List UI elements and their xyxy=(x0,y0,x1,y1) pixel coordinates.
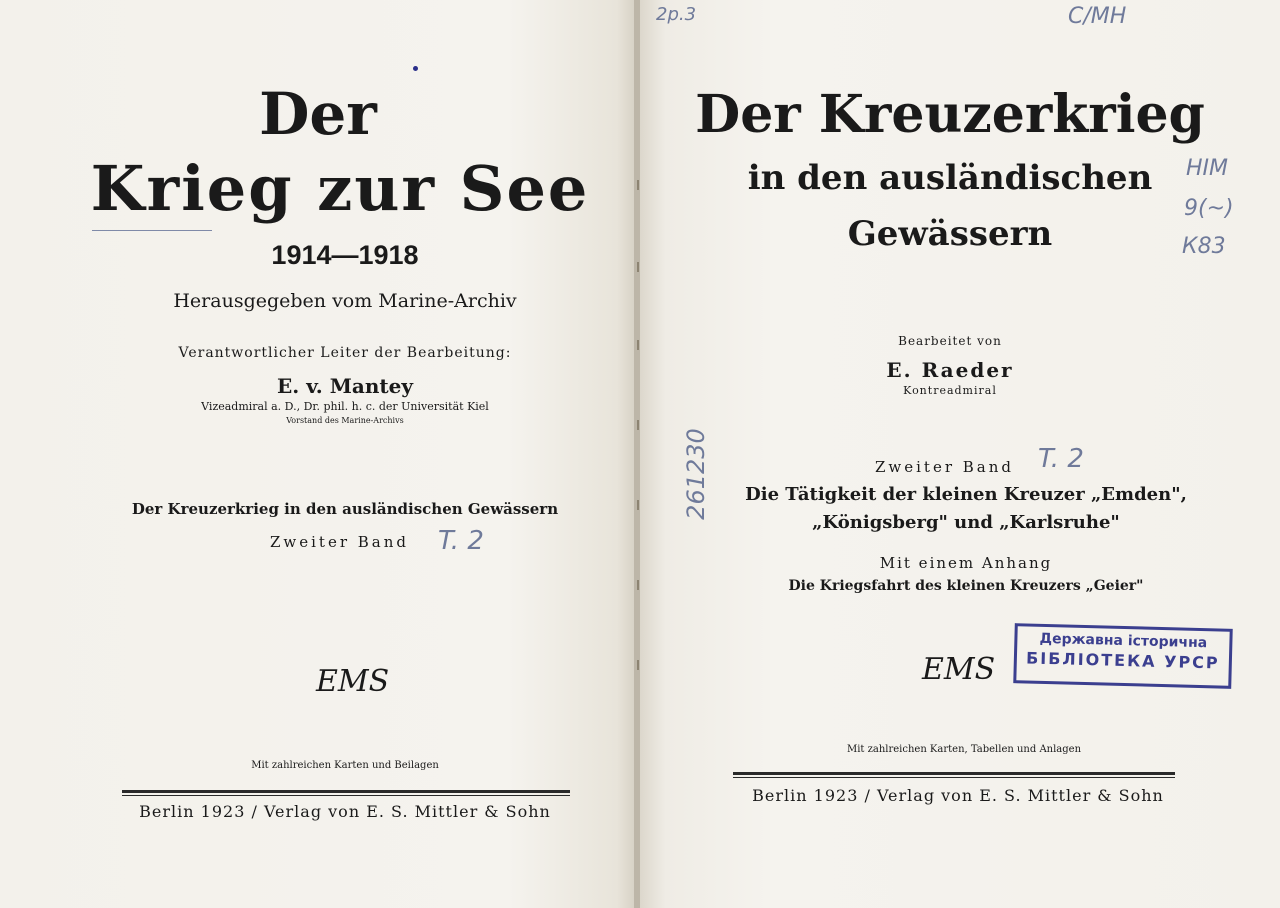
left-years: 1914—1918 xyxy=(271,240,419,270)
left-series-title: Der Kreuzerkrieg in den ausländischen Gewässern xyxy=(131,500,559,518)
stitch xyxy=(637,500,639,510)
stitch xyxy=(637,420,639,430)
handwritten-note-top: 2р.3 xyxy=(656,4,697,25)
pencil-underline xyxy=(92,230,212,231)
stitch xyxy=(637,262,639,272)
handwritten-call-number-1: НІМ xyxy=(1186,156,1229,181)
left-editor-role: Vorstand des Marine-Archivs xyxy=(286,416,404,425)
right-title-line1: Der Kreuzerkrieg xyxy=(695,84,1205,145)
right-author: E. Raeder xyxy=(886,358,1014,382)
library-stamp-line2: БІБЛІОТЕКА УРСР xyxy=(1025,648,1220,673)
left-editor-title: Vizeadmiral a. D., Dr. phil. h. c. der Universität Kiel xyxy=(201,400,489,413)
right-title-line2: in den ausländischen xyxy=(747,158,1153,198)
stitch xyxy=(637,340,639,350)
right-appendix-label: Mit einem Anhang xyxy=(879,554,1053,572)
library-stamp-line1: Державна історична xyxy=(1039,630,1208,652)
right-volume-handwritten: T. 2 xyxy=(1038,444,1084,474)
left-imprint: Berlin 1923 / Verlag von E. S. Mittler & Sohn xyxy=(139,802,551,821)
left-editor-name: E. v. Mantey xyxy=(277,374,413,398)
right-page xyxy=(640,0,1280,908)
right-title-line3: Gewässern xyxy=(847,214,1053,254)
stitch xyxy=(637,660,639,670)
right-edited-by: Bearbeitet von xyxy=(898,334,1002,348)
left-title-krieg-zur-see: Krieg zur See xyxy=(90,152,590,225)
right-appendix-title: Die Kriegsfahrt des kleinen Kreuzers „Geier" xyxy=(788,578,1144,594)
right-imprint-rule xyxy=(733,772,1175,778)
right-subtitle-line1: Die Tätigkeit der kleinen Kreuzer „Emden", xyxy=(745,484,1187,505)
left-publisher: Herausgegeben vom Marine-Archiv xyxy=(173,290,517,312)
ink-dot xyxy=(413,66,418,71)
stitch xyxy=(637,180,639,190)
left-volume-handwritten: T. 2 xyxy=(438,526,484,556)
left-publisher-monogram: EMS xyxy=(316,664,390,699)
handwritten-note-shelf: С/МН xyxy=(1068,4,1127,29)
left-page xyxy=(0,0,636,908)
right-imprint: Berlin 1923 / Verlag von E. S. Mittler & Sohn xyxy=(752,786,1164,805)
right-note: Mit zahlreichen Karten, Tabellen und Anlagen xyxy=(846,744,1082,755)
left-volume: Zweiter Band xyxy=(270,533,410,551)
left-title-der: Der xyxy=(259,80,377,148)
left-responsible-label: Verantwortlicher Leiter der Bearbeitung: xyxy=(178,345,512,361)
handwritten-call-number-2: 9(~) xyxy=(1184,196,1234,221)
right-author-rank: Kontreadmiral xyxy=(903,384,997,397)
right-subtitle-line2: „Königsberg" und „Karlsruhe" xyxy=(812,512,1120,533)
handwritten-inventory-number: 261230 xyxy=(681,428,710,520)
right-publisher-monogram: EMS xyxy=(922,652,996,687)
stitch xyxy=(637,580,639,590)
right-volume: Zweiter Band xyxy=(875,458,1015,476)
handwritten-call-number-3: К83 xyxy=(1182,234,1226,259)
left-note: Mit zahlreichen Karten und Beilagen xyxy=(251,760,439,771)
left-imprint-rule xyxy=(122,790,570,796)
library-stamp xyxy=(1013,623,1232,689)
